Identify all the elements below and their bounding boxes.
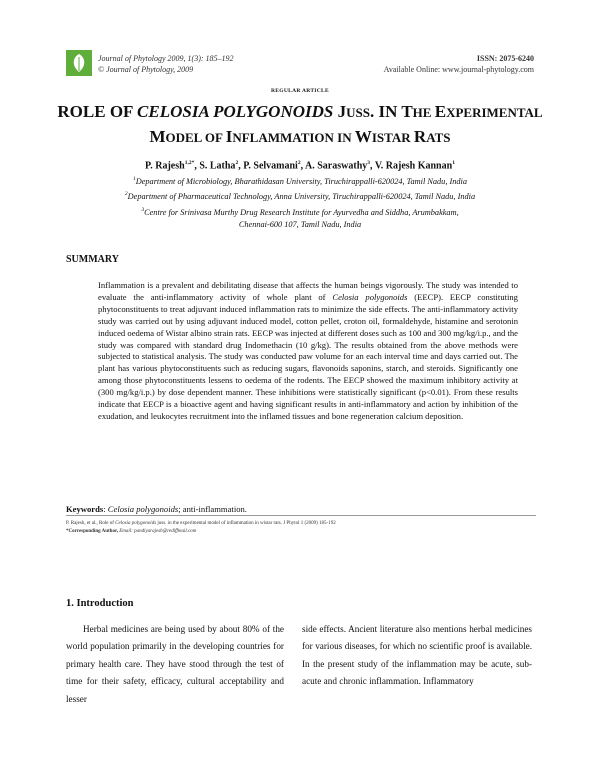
summary-heading: SUMMARY <box>66 254 119 265</box>
abstract-species: Celosia polygonoids <box>332 291 408 302</box>
article-type: REGULAR ARTICLE <box>271 88 329 94</box>
title-part: HE <box>412 105 435 120</box>
title-part: . IN T <box>369 102 413 121</box>
divider <box>66 515 536 516</box>
affiliations <box>60 173 540 231</box>
title-part: ROLE OF <box>57 102 138 121</box>
citation-block <box>66 520 336 535</box>
author-list <box>0 160 600 171</box>
title-species: CELOSIA POLYGONOIDS <box>137 102 334 121</box>
affiliation-2 <box>60 188 540 203</box>
keyword-species: Celosia polygonoids <box>107 504 179 514</box>
introduction-heading: 1. Introduction <box>66 598 134 609</box>
title-part: I <box>225 127 233 146</box>
issn-block <box>384 53 534 75</box>
abstract-part: Inflammation is a prevalent and debilitating disease that affects the human beings vigorously. The study was intended to evaluate the anti-inflammatory activity of whole plant of <box>98 280 518 302</box>
citation-part: juss. in the experimental model of inflammation in wistar rats. J Phytol 1 (2009) 185-192 <box>156 521 336 526</box>
journal-header <box>98 53 234 75</box>
author-affil-mark: 1 <box>452 160 455 166</box>
keyword-text: ; anti-inflammation. <box>178 504 247 514</box>
corr-email: Email: pandiyarajesh@rediffmail.com <box>117 528 197 534</box>
title-part: ODEL OF <box>165 130 226 145</box>
title-part: J <box>333 102 347 121</box>
title-part: ATS <box>426 130 451 145</box>
paper-title <box>0 100 600 150</box>
intro-column-left: Herbal medicines are being used by about 80% of the world population primarily in the developing countries for primary health care. They have stood through the test of time for their safety, efficacy, cultural acceptability and lesser <box>66 624 284 704</box>
abstract-text <box>98 280 518 423</box>
author-name: , P. Selvamani <box>238 160 298 172</box>
journal-copyright-line: © Journal of Phytology, 2009 <box>98 65 194 74</box>
affil-text: Department of Pharmaceutical Technology, Anna University, Tiruchirappalli-620024, Tamil Nadu, India <box>127 192 476 202</box>
affiliation-3-cont: Chennai-600 107, Tamil Nadu, India <box>238 219 362 229</box>
affil-text: Department of Microbiology, Bharathidasan University, Tiruchirappalli-620024, Tamil Nadu, India <box>135 176 467 186</box>
corresponding-author <box>66 528 336 536</box>
title-part: R <box>413 127 427 146</box>
affil-number: 3 <box>141 206 145 213</box>
author-affil-mark: 2 <box>297 160 301 166</box>
citation-part: P. Rajesh, et al., Role of <box>66 521 116 526</box>
author-name: , S. Latha <box>194 160 236 172</box>
keywords-sep: : <box>103 504 108 514</box>
keywords <box>66 504 247 514</box>
title-part: XPERIMENTAL <box>446 105 543 120</box>
journal-citation-line: Journal of Phytology 2009, 1(3): 185–192 <box>98 54 234 63</box>
affiliation-1 <box>60 173 540 188</box>
affil-number: 1 <box>132 176 136 182</box>
journal-leaf-logo-icon <box>66 50 92 76</box>
intro-column-right: side effects. Ancient literature also mentions herbal medicines for various diseases, for which no scientific proof is available. In the present study of the inflammation may be acute, sub-acute and chronic inflammation. Inflammatory <box>302 624 532 687</box>
affil-number: 2 <box>124 191 128 198</box>
author-name: , V. Rajesh Kannan <box>370 160 453 172</box>
citation-species: Celosia polygonoids <box>115 521 157 526</box>
issn-text: ISSN: 2075-6240 <box>476 54 534 63</box>
affiliation-3 <box>60 204 540 219</box>
abstract-part: (EECP). EECP constituting phytoconstituents to treat adjuvant induced inflammation rats to minimize the side effects. The anti-inflammatory activity study was carried out by using adjuvant induced model, cotton pellet, croton oil, formaldehyde, histamine and serotonin induced oedema of Wistar albino strain rats. EECP was injected at different doses such as 100 and 300 mg/kg/i.p., and the study was compared with standard drug Indomethacin (10 g/kg). The results obtained from the above methods were subjected to statistical analysis. The study was conducted paw volume for an each interval time and days carried out. The plant has various phytoconstituents such as reducing sugars, flavonoids saponins, starch, and steroids. Significantly one among those phytoconstituents lessens to oedema of the rodents. The EECP showed the maximum inhibitory activity at (300 mg/kg/i.p.) by dose dependent manner. These inhibitions were statistically significant (p<0.01). From these results indicate that EECP is a bioactive agent and having significant results in anti-inflammatory and action by inhibition of the exudation, and leukocytes recruitment into the inflamed tissues and bone regeneration calcium deposition. <box>98 291 518 421</box>
author-affil-mark: 3 <box>367 160 371 166</box>
keywords-label: Keywords <box>66 504 104 514</box>
corr-label: *Corresponding Author, <box>66 528 118 534</box>
author-affil-mark: 1,2* <box>184 160 195 166</box>
affil-text: Centre for Srinivasa Murthy Drug Research Institute for Ayurvedha and Siddha, Arumbakkam, <box>144 207 459 217</box>
author-name: P. Rajesh <box>145 160 185 172</box>
title-part: E <box>434 102 447 121</box>
title-part: USS <box>346 105 370 120</box>
title-part: M <box>149 127 166 146</box>
author-name: , A. Saraswathy <box>300 160 368 172</box>
title-part: NFLAMMATION IN <box>232 130 355 145</box>
available-online-text: Available Online: www.journal-phytology.com <box>383 65 534 74</box>
author-affil-mark: 2 <box>235 160 239 166</box>
citation-line <box>66 520 336 528</box>
title-part: W <box>354 127 372 146</box>
title-part: ISTAR <box>371 130 414 145</box>
